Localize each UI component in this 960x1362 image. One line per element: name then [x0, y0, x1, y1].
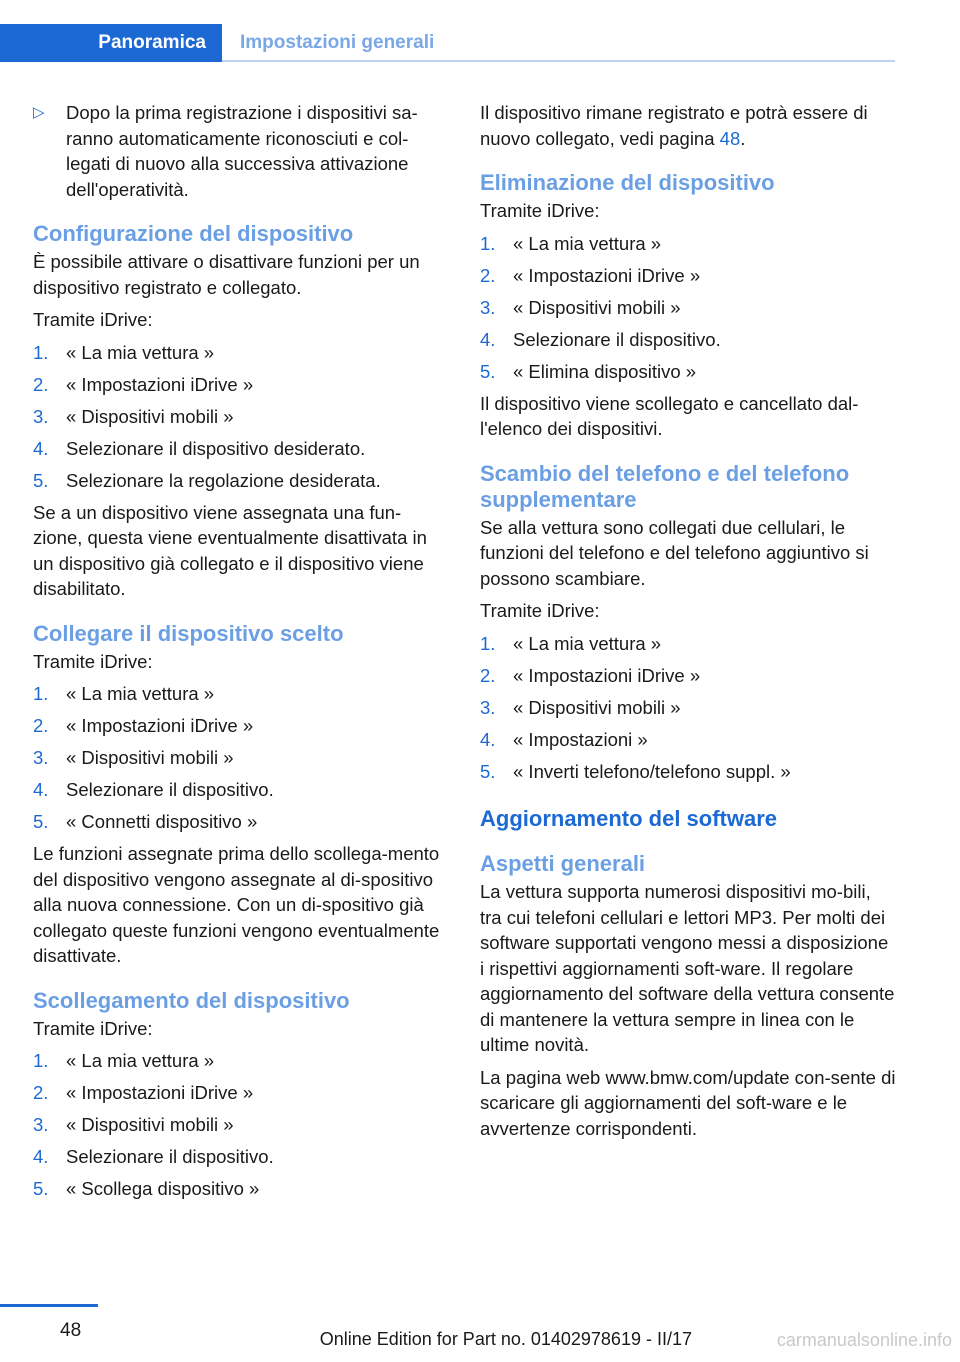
section-title-eliminazione: Eliminazione del dispositivo — [480, 170, 775, 195]
footer-edition: Online Edition for Part no. 01402978619 - II/17 — [319, 1329, 692, 1349]
list-item: 1. « La mia vettura » — [480, 632, 662, 654]
update-body-1: La vettura supporta numerosi dispositivi mo-bili, tra cui telefoni cellulari e lettori MP3. Per molti dei software supportati vengono messi a disposizione i rispettivi aggiornamenti soft-ware. Il regolare aggiornamento del software della vettura consente di mantenere la vettura sempre in linea con le ultime novità. — [480, 881, 895, 1055]
disconnect-steps — [33, 1048, 449, 1202]
header-rule — [222, 60, 895, 62]
config-after: Se a un dispositivo viene assegnata una fun-zione, questa viene eventualmente disattivata in un dispositivo già collegato e il dispositivo viene disabilitato. — [33, 501, 427, 599]
list-item: 4. Selezionare il dispositivo. — [33, 1146, 274, 1167]
intro-item-text: Dopo la prima registrazione i dispositivi sa-ranno automaticamente riconosciuti e col-legati di nuovo alla successiva attivazione dell'operatività. — [66, 102, 418, 200]
list-item: 2. « Impostazioni iDrive » — [33, 373, 254, 395]
list-item: 3. « Dispositivi mobili » — [33, 747, 234, 768]
list-item: 4. « Impostazioni » — [480, 728, 648, 750]
config-via: Tramite iDrive: — [33, 309, 153, 330]
section-title-collegare: Collegare il dispositivo scelto — [33, 620, 344, 646]
right-column — [480, 100, 896, 1148]
list-item: 1. « La mia vettura » — [33, 341, 215, 363]
header-tab-impostazioni[interactable]: Impostazioni generali — [240, 32, 435, 53]
swap-steps — [480, 631, 896, 785]
connect-steps — [33, 681, 449, 835]
left-column — [33, 100, 449, 1208]
list-item: 2. « Impostazioni iDrive » — [33, 1082, 254, 1103]
right-intro: Il dispositivo rimane registrato e potrà essere di nuovo collegato, vedi pagina 48. — [480, 102, 868, 149]
disconnect-via: Tramite iDrive: — [33, 1017, 153, 1039]
intro-item — [33, 100, 449, 202]
triangle-bullet-icon: ▷ — [33, 104, 45, 121]
swap-via: Tramite iDrive: — [480, 600, 600, 621]
list-item: 4. Selezionare il dispositivo. — [480, 328, 721, 350]
list-item: 2. « Impostazioni iDrive » — [480, 264, 701, 286]
list-item: 2. « Impostazioni iDrive » — [33, 715, 254, 736]
list-item: 5. Selezionare la regolazione desiderata. — [33, 469, 381, 491]
list-item: 4. Selezionare il dispositivo desiderato. — [33, 437, 366, 459]
list-item: 5. « Elimina dispositivo » — [480, 360, 697, 382]
delete-steps — [480, 231, 896, 385]
list-item: 5. « Inverti telefono/telefono suppl. » — [480, 760, 791, 782]
list-item: 3. « Dispositivi mobili » — [480, 296, 681, 318]
list-item: 5. « Connetti dispositivo » — [33, 811, 258, 832]
connect-via: Tramite iDrive: — [33, 650, 153, 672]
watermark: carmanualsonline.info — [776, 1330, 952, 1350]
page-link[interactable]: 48 — [719, 127, 741, 149]
list-item: 3. « Dispositivi mobili » — [33, 405, 234, 427]
config-steps — [33, 340, 449, 494]
list-item: 1. « La mia vettura » — [33, 1050, 215, 1071]
connect-after: Le funzioni assegnate prima dello scollega-mento del dispositivo vengono assegnate al di-spositivo alla nuova connessione. Con un di-spositivo già collegato queste funzioni vengono eventualmente disattivate. — [33, 843, 440, 966]
list-item: 5. « Scollega dispositivo » — [33, 1178, 260, 1199]
section-title-aspetti-generali: Aspetti generali — [480, 851, 646, 876]
list-item: 3. « Dispositivi mobili » — [33, 1114, 234, 1135]
page-number: 48 — [60, 1320, 82, 1341]
section-title-configurazione: Configurazione del dispositivo — [33, 221, 354, 246]
list-item: 4. Selezionare il dispositivo. — [33, 779, 274, 800]
list-item: 1. « La mia vettura » — [480, 232, 662, 254]
page-header — [0, 24, 895, 62]
section-title-scollegamento: Scollegamento del dispositivo — [33, 987, 350, 1013]
list-item: 3. « Dispositivi mobili » — [480, 696, 681, 718]
update-body-2: La pagina web www.bmw.com/update con-sente di scaricare gli aggiornamenti del soft-ware e le avvertenze corrispondenti. — [480, 1066, 896, 1139]
section-title-scambio: Scambio del telefono e del telefono supplementare — [480, 460, 850, 512]
swap-body: Se alla vettura sono collegati due cellulari, le funzioni del telefono e del telefono aggiuntivo si possono scambiare. — [480, 516, 869, 589]
delete-via: Tramite iDrive: — [480, 200, 600, 221]
list-item: 2. « Impostazioni iDrive » — [480, 664, 701, 686]
footer-rule — [0, 1304, 98, 1307]
section-title-aggiornamento: Aggiornamento del software — [480, 806, 778, 831]
delete-after: Il dispositivo viene scollegato e cancellato dal-l'elenco dei dispositivi. — [480, 392, 859, 439]
config-body: È possibile attivare o disattivare funzioni per un dispositivo registrato e collegato. — [33, 251, 420, 298]
list-item: 1. « La mia vettura » — [33, 683, 215, 704]
header-tab-panoramica[interactable]: Panoramica — [0, 24, 222, 62]
